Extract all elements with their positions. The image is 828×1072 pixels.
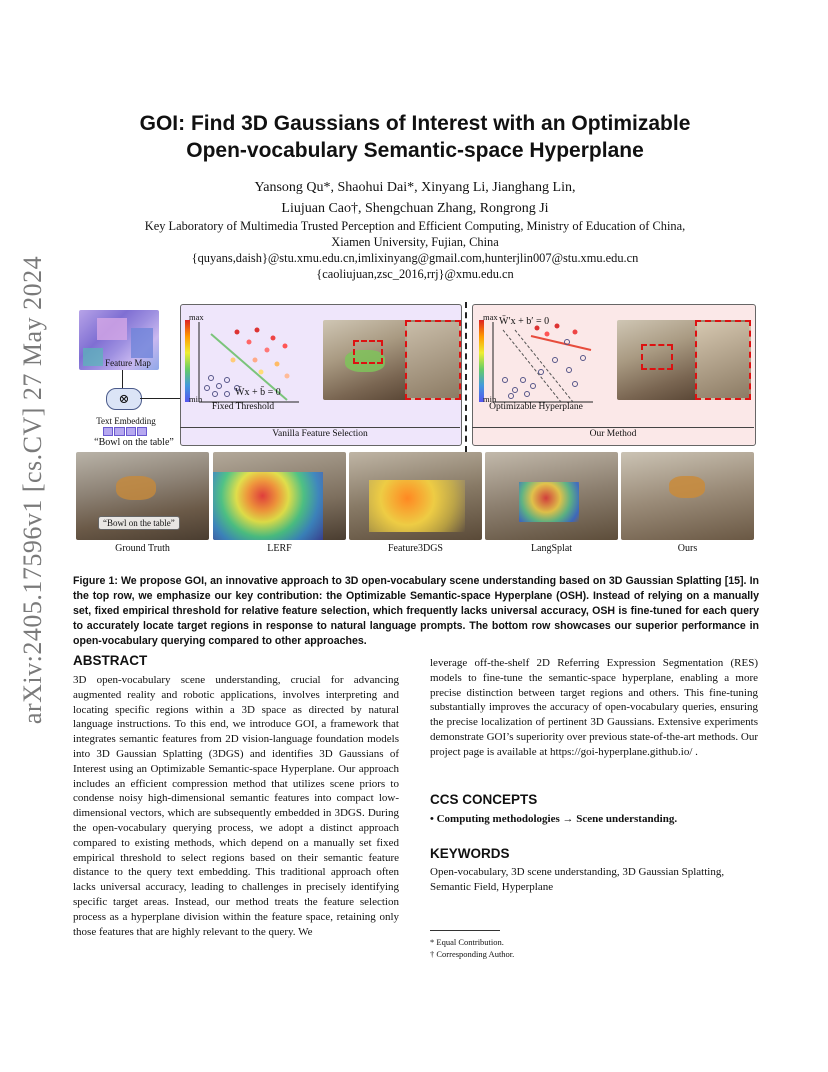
min-label: min <box>483 394 497 404</box>
optimizable-hyperplane-label: Optimizable Hyperplane <box>489 402 583 412</box>
label-ground-truth: Ground Truth <box>115 543 170 554</box>
ours-zoom-image <box>695 320 751 400</box>
figure-1 <box>73 300 763 560</box>
fixed-equation: W̄x + b̄ = 0 <box>235 387 281 398</box>
author-block <box>120 177 710 199</box>
arxiv-stamp <box>8 255 58 725</box>
lerf-image <box>213 452 346 540</box>
label-feature3dgs: Feature3DGS <box>388 543 443 554</box>
affiliation-line1: Key Laboratory of Multimedia Trusted Perception and Efficient Computing, Ministry of Education of China, <box>144 219 686 233</box>
colorbar <box>185 320 190 402</box>
optimizable-hyperplane-scatter <box>479 314 597 406</box>
vanilla-label: Vanilla Feature Selection <box>272 429 368 439</box>
fixed-threshold-label: Fixed Threshold <box>211 402 275 412</box>
label-ours: Ours <box>677 543 698 554</box>
abstract-text: 3D open-vocabulary scene understanding, crucial for advancing augmented reality and robotic applications, involves interpreting and locating specific regions within a 3D space as directed by natural language instructions. To this end, we introduce GOI, a framework that integrates semantic features from 2D vision-language foundation models into 3D Gaussian Splatting (3DGS) and identifies 3D Gaussians of Interest using an Optimizable Semantic-space Hyperplane. Our approach includes an efficient compression method that utilizes scene priors to condense noisy high-dimensional semantic features into compact low-dimensional vectors, which are subsequently embedded in 3DGS. During the open-vocabulary querying process, we adopt a distinct approach compared to existing methods, which depend on a manually set fixed empirical threshold to select regions based on their semantic feature distance to the query text embedding. This traditional approach often lacks universal accuracy, leading to challenges in precisely identifying specific target areas. Instead, our method treats the feature selection process as a hyperplane division within the feature space, retaining only those features that are highly relevant to the query. We <box>73 674 399 938</box>
arxiv-stamp-text: arXiv:2405.17596v1 [cs.CV] 27 May 2024 <box>18 255 47 725</box>
arrow-line <box>140 398 180 399</box>
abstract-heading: ABSTRACT <box>73 653 148 668</box>
keywords-text: Open-vocabulary, 3D scene understanding, 3D Gaussian Splatting, Semantic Field, Hyperplane <box>430 866 725 893</box>
abstract-continued: leverage off-the-shelf 2D Referring Expression Segmentation (RES) models to fine-tune the semantic-space hyperplane, enabling a more precise distinction between target regions and others. This fine-tuning substantially improves the accuracy of open-vocabulary queries, ensuring the precise localization of pertinent 3D Gaussians. Extensive experiments demonstrate GOI’s superiority over previous state-of-the-art methods. Our project page is available at https://goi-hyperplane.github.io/ . <box>430 657 758 758</box>
vanilla-render-image <box>323 320 407 400</box>
target-box <box>641 344 673 370</box>
feature3dgs-image <box>349 452 482 540</box>
ours-render-image <box>617 320 697 400</box>
footnote-equal: * Equal Contribution. <box>430 937 504 947</box>
fixed-threshold-scatter <box>185 314 303 406</box>
ground-truth-image <box>76 452 209 540</box>
our-method-label: Our Method <box>589 429 637 439</box>
scatter-plot <box>491 320 595 404</box>
authors-line1: Yansong Qu*, Shaohui Dai*, Xinyang Li, Jianghang Lin, <box>254 180 576 195</box>
affiliation-line3: {quyans,daish}@stu.xmu.edu.cn,imlixinyang@gmail.com,hunterjlin007@stu.xmu.edu.cn <box>191 251 639 265</box>
min-label: min <box>189 394 203 404</box>
our-method-bar <box>472 427 754 428</box>
arrow-line <box>122 370 123 388</box>
target-box <box>353 340 383 364</box>
affiliation-line4: {caoliujuan,zsc_2016,rrj}@xmu.edu.cn <box>316 267 514 281</box>
colorbar <box>479 320 484 402</box>
langsplat-image <box>485 452 618 540</box>
text-embedding-label: Text Embedding <box>96 416 156 426</box>
embedding-cells <box>103 427 147 436</box>
vanilla-bar <box>180 427 460 428</box>
label-langsplat: LangSplat <box>530 543 573 554</box>
paper-title-line2: Open-vocabulary Semantic-space Hyperplane <box>186 139 644 162</box>
ccs-item: • Computing methodologies → Scene understanding. <box>430 813 678 825</box>
footnote-rule <box>430 930 500 931</box>
paper-title-line1: GOI: Find 3D Gaussians of Interest with an Optimizable <box>139 112 691 135</box>
panel-divider <box>465 302 467 452</box>
multiply-node: ⊗ <box>106 388 142 410</box>
authors-line2: Liujuan Cao†, Shengchuan Zhang, Rongrong Ji <box>281 201 549 216</box>
optimizable-equation: W̄′x + b′ = 0 <box>499 316 550 327</box>
query-text: “Bowl on the table” <box>94 437 174 448</box>
max-label: max <box>483 312 498 322</box>
figure-caption: Figure 1: We propose GOI, an innovative approach to 3D open-vocabulary scene understanding based on 3D Gaussian Splatting [15]. In the top row, we emphasize our key contribution: the Optimizable Semantic-space Hyperplane (OSH). Instead of relying on a manually set, fixed empirical threshold for relative feature selection, which frequently lacks universal accuracy, OSH is fine-tuned for each query to accurately locate target regions in response to natural language prompts. The bottom row showcases our superior performance in open-vocabulary querying compared to other approaches. <box>73 575 759 647</box>
feature-map-label: Feature Map <box>105 358 151 368</box>
affiliation-line2: Xiamen University, Fujian, China <box>331 235 499 249</box>
ccs-heading: CCS CONCEPTS <box>430 792 538 807</box>
vanilla-zoom-image <box>405 320 461 400</box>
ours-image <box>621 452 754 540</box>
keywords-heading: KEYWORDS <box>430 846 510 861</box>
label-lerf: LERF <box>267 543 292 554</box>
bottom-query-box: “Bowl on the table” <box>98 516 180 530</box>
footnote-corresponding: † Corresponding Author. <box>430 949 515 959</box>
max-label: max <box>189 312 204 322</box>
